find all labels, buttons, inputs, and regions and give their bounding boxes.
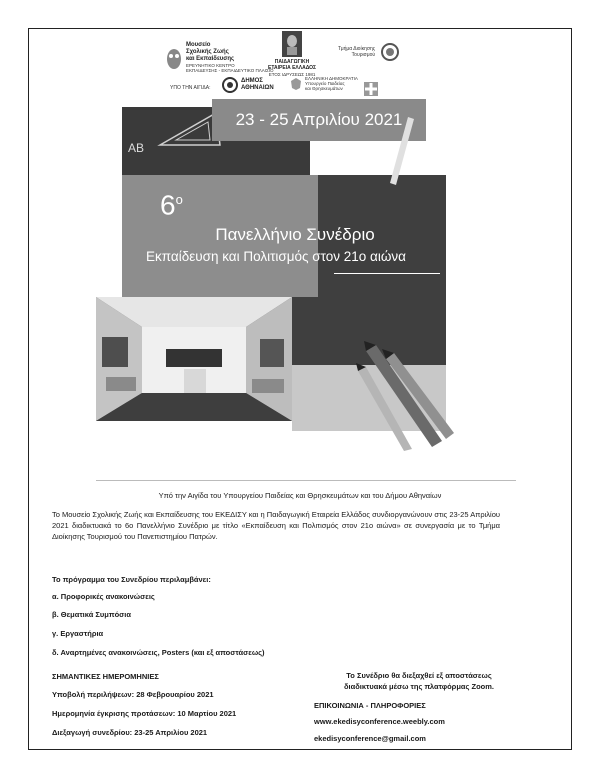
museum-subtitle: ΕΡΕΥΝΗΤΙΚΟ ΚΕΝΤΡΟ ΕΚΠΑΙΔΕΥΣΗΣ - ΕΚΠΑΙΔΕΥΤΙΚΟ ΠΛΑΙΣΙΟ xyxy=(186,63,274,73)
tourism-logo xyxy=(338,42,402,62)
contact-heading: ΕΠΙΚΟΙΝΩΝΙΑ - ΠΛΗΡΟΦΟΡΙΕΣ xyxy=(314,701,426,710)
program-item: β. Θεματικά Συμπόσια xyxy=(52,610,131,619)
museum-room-photo xyxy=(96,297,292,421)
program-item: α. Προφορικές ανακοινώσεις xyxy=(52,592,155,601)
intro-paragraph: Το Μουσείο Σχολικής Ζωής και Εκπαίδευσης του ΕΚΕΔΙΣΥ και η Παιδαγωγική Εταιρεία Ελλάδος συνδιοργανώνουν στις 23-25 Απριλίου 2021 διαδικτυακά το 6ο Πανελλήνιο Συνέδριο με τίτλο «Εκπαίδευση και Πολιτισμός στον 21ο αιώνα» σε συνεργασία με το Τμήμα Διοίκησης Τουρισμού του Πανεπιστημίου Πατρών. xyxy=(52,510,500,541)
auspices-caption: Υπό την Αιγίδα του Υπουργείου Παιδείας και Θρησκευμάτων και του Δήμου Αθηναίων xyxy=(158,491,442,500)
ordinal-number: 6 xyxy=(160,189,176,221)
society-logo xyxy=(268,30,316,77)
divider xyxy=(96,480,516,481)
ab-mark: ΑΒ xyxy=(128,141,145,155)
conference-poster xyxy=(96,77,452,451)
society-founded: ΕΤΟΣ ΙΔΡΥΣΕΩΣ 1981 xyxy=(268,72,316,77)
program-heading: Το πρόγραμμα του Συνεδρίου περιλαμβάνει: xyxy=(52,575,211,584)
important-date-row: Διεξαγωγή συνεδρίου: 23-25 Απριλίου 2021 xyxy=(52,728,208,737)
conference-ordinal xyxy=(160,185,183,220)
ordinal-suffix: ο xyxy=(175,192,183,207)
globe-icon xyxy=(378,42,402,62)
pencils-icon xyxy=(356,341,456,451)
important-date-row: Ημερομηνία έγκρισης προτάσεων: 10 Μαρτίου 2021 xyxy=(52,709,237,718)
ministry-name: ΕΛΛΗΝΙΚΗ ΔΗΜΟΚΡΑΤΙΑ Υπουργείο Παιδείας και Θρησκευμάτων xyxy=(305,76,358,91)
conference-title: Πανελλήνιο Συνέδριο xyxy=(215,225,375,244)
museum-name: Μουσείο Σχολικής Ζωής και Εκπαίδευσης xyxy=(186,42,235,62)
important-date-row: Υποβολή περιλήψεων: 28 Φεβρουαρίου 2021 xyxy=(52,690,214,699)
remote-notice-line1: Το Συνέδριο θα διεξαχθεί εξ αποστάσεως xyxy=(346,671,492,680)
important-dates-heading: ΣΗΜΑΝΤΙΚΕΣ ΗΜΕΡΟΜΗΝΙΕΣ xyxy=(52,672,159,681)
bust-emblem-icon xyxy=(281,30,303,58)
auspices-label: ΥΠΟ ΤΗΝ ΑΙΓΙΔΑ: xyxy=(170,85,211,91)
owl-icon xyxy=(165,46,183,70)
society-name: ΠΑΙΔΑΓΩΓΙΚΗ ΕΤΑΙΡΕΙΑ ΕΛΛΑΔΟΣ xyxy=(268,59,317,71)
tourism-name: Τμήμα Διοίκησης Τουρισμού xyxy=(338,46,376,58)
conference-subtitle: Εκπαίδευση και Πολιτισμός στον 21ο αιώνα xyxy=(146,249,406,264)
museum-logo xyxy=(165,42,274,73)
title-underline xyxy=(334,273,440,274)
email-link[interactable]: ekedisyconference@gmail.com xyxy=(314,734,426,743)
website-link[interactable]: www.ekedisyconference.weebly.com xyxy=(314,717,445,726)
program-item: γ. Εργαστήρια xyxy=(52,629,104,638)
chalk-pencil-icon xyxy=(388,117,418,187)
program-item: δ. Αναρτημένες ανακοινώσεις, Posters (και εξ αποστάσεως) xyxy=(52,648,265,657)
municipality-name: ΔΗΜΟΣ ΑΘΗΝΑΙΩΝ xyxy=(241,78,274,91)
conference-dates: 23 - 25 Απριλίου 2021 xyxy=(212,99,426,141)
remote-notice-line2: διαδικτυακά μέσω της πλατφόρμας Zoom. xyxy=(344,682,494,691)
